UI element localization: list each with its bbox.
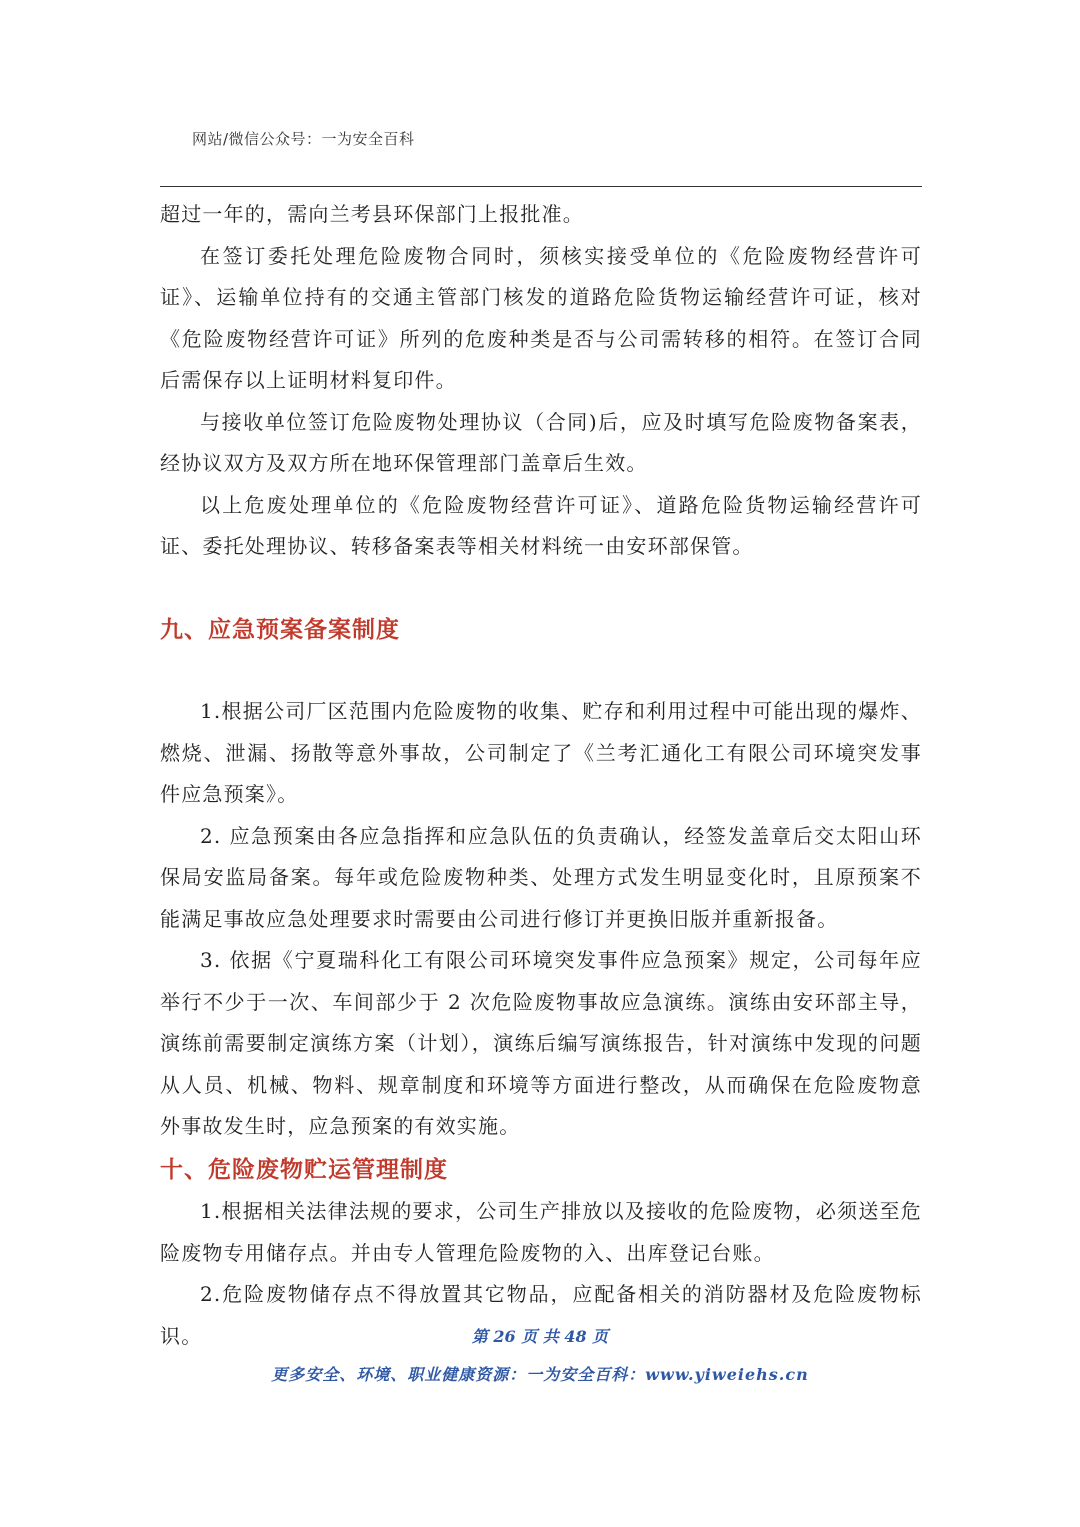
section-9-item-1: 1.根据公司厂区范围内危险废物的收集、贮存和利用过程中可能出现的爆炸、燃烧、泄漏、扬散等意外事故，公司制定了《兰考汇通化工有限公司环境突发事件应急预案》。 [160,699,922,806]
section-9-item-3: 3. 依据《宁夏瑞科化工有限公司环境突发事件应急预案》规定，公司每年应举行不少于一次、车间部少于 2 次危险废物事故应急演练。演练由安环部主导，演练前需要制定演练方案（计划），演练后编写演练报告，针对演练中发现的问题从人员、机械、物料、规章制度和环境等方面进行整改，从而确保在危险废物意外事故发生时，应急预案的有效实施。 [160,948,922,1138]
paragraph-agreement-filing: 与接收单位签订危险废物处理协议（合同)后，应及时填写危险废物备案表，经协议双方及双方所在地环保管理部门盖章后生效。 [160,409,922,475]
header-source: 网站/微信公众号：一为安全百科 [192,130,415,148]
header-divider [160,186,922,187]
paragraph-continuation: 超过一年的，需向兰考县环保部门上报批准。 [160,202,584,226]
section-10-item-2: 2.危险废物储存点不得放置其它物品，应配备相关的消防器材及危险废物标识。 [160,1282,922,1348]
section-10-title: 十、危险废物贮运管理制度 [160,1156,448,1183]
page-number: 第 26 页 共 48 页 [471,1327,609,1346]
section-9-item-2: 2. 应急预案由各应急指挥和应急队伍的负责确认，经签发盖章后交太阳山环保局安监局备案。每年或危险废物种类、处理方式发生明显变化时，且原预案不能满足事故应急处理要求时需要由公司进行修订并更换旧版并重新报备。 [160,823,922,931]
section-10-item-1: 1.根据相关法律法规的要求，公司生产排放以及接收的危险废物，必须送至危险废物专用储存点。并由专人管理危险废物的入、出库登记台账。 [160,1199,922,1265]
footer-resources: 更多安全、环境、职业健康资源：一为安全百科：www.yiweiehs.cn [271,1365,809,1384]
section-9-title: 九、应急预案备案制度 [160,616,400,643]
document-body [160,194,922,1357]
paragraph-document-custody: 以上危废处理单位的《危险废物经营许可证》、道路危险货物运输经营许可证、委托处理协议、转移备案表等相关材料统一由安环部保管。 [160,492,922,558]
paragraph-contract-verification: 在签订委托处理危险废物合同时，须核实接受单位的《危险废物经营许可证》、运输单位持有的交通主管部门核发的道路危险货物运输经营许可证，核对《危险废物经营许可证》所列的危废种类是否与公司需转移的相符。在签订合同后需保存以上证明材料复印件。 [160,243,922,392]
